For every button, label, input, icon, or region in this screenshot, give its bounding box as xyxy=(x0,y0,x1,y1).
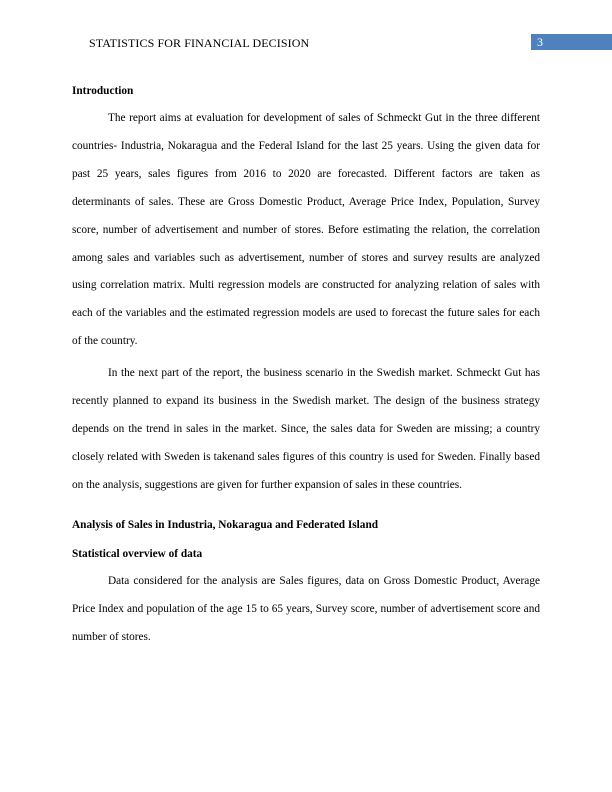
overview-heading: Statistical overview of data xyxy=(72,547,203,560)
running-header-title: STATISTICS FOR FINANCIAL DECISION xyxy=(89,36,310,50)
analysis-heading: Analysis of Sales in Industria, Nokaragua and Federated Island xyxy=(72,518,379,531)
document-body xyxy=(72,83,540,651)
overview-paragraph: Data considered for the analysis are Sales figures, data on Gross Domestic Product, Average Price Index and population of the age 15 to 65 years, Survey score, number of advertisement score and number of stores. xyxy=(72,574,540,643)
introduction-paragraph-1: The report aims at evaluation for development of sales of Schmeckt Gut in the three different countries- Industria, Nokaragua and the Federal Island for the last 25 years. Using the given data for past 25 years, sales figures from 2016 to 2020 are forecasted. Different factors are taken as determinants of sales. These are Gross Domestic Product, Average Price Index, Population, Survey score, number of advertisement and number of stores. Before estimating the relation, the correlation among sales and variables such as advertisement, number of stores and survey results are analyzed using correlation matrix. Multi regression models are constructed for analyzing relation of sales with each of the variables and the estimated regression models are used to forecast the future sales for each of the country. xyxy=(72,112,540,348)
introduction-heading: Introduction xyxy=(72,85,134,97)
introduction-paragraph-2: In the next part of the report, the business scenario in the Swedish market. Schmeckt Gut has recently planned to expand its business in the Swedish market. The design of the business strategy depends on the trend in sales in the market. Since, the sales data for Sweden are missing; a country closely related with Sweden is takenand sales figures of this country is used for Sweden. Finally based on the analysis, suggestions are given for further expansion of sales in these countries. xyxy=(72,367,540,491)
page-number-badge: 3 xyxy=(531,34,612,50)
